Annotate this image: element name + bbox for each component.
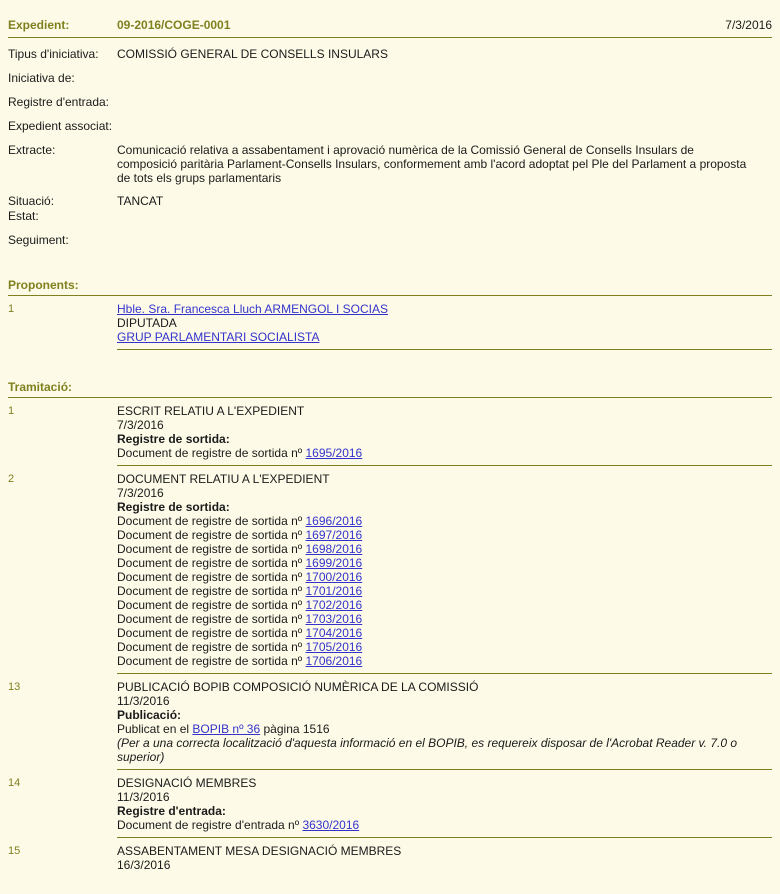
- tramitacio-row: [0, 776, 780, 832]
- tramitacio-divider: [8, 397, 772, 398]
- tramitacio-date: 7/3/2016: [117, 486, 164, 500]
- proponent-body: [117, 302, 772, 344]
- tramitacio-registre-label: Registre de sortida:: [117, 500, 230, 514]
- expedient-date: 7/3/2016: [725, 18, 772, 32]
- tramitacio-body: [117, 844, 772, 872]
- tramitacio-row: [0, 404, 780, 460]
- field-iniciativa-de: [0, 71, 780, 86]
- tramitacio-doc-prefix: Document de registre de sortida nº: [117, 626, 303, 640]
- proponent-name-line: [117, 302, 388, 316]
- tramitacio-row-divider: [117, 673, 772, 674]
- field-registre-entrada: [0, 95, 780, 110]
- tramitacio-doc-link[interactable]: 3630/2016: [302, 818, 360, 832]
- tramitacio-doc-prefix: Document de registre de sortida nº: [117, 584, 303, 598]
- tramitacio-doc-link[interactable]: 1702/2016: [305, 598, 363, 612]
- field-value: COMISSIÓ GENERAL DE CONSELLS INSULARS: [117, 47, 388, 61]
- proponents-divider: [8, 295, 772, 296]
- tramitacio-date: 11/3/2016: [117, 790, 170, 804]
- tramitacio-date: 16/3/2016: [117, 858, 171, 872]
- tramitacio-row-divider: [117, 465, 772, 466]
- tramitacio-row-divider: [117, 769, 772, 770]
- tramitacio-doc-prefix: Document de registre d'entrada nº: [117, 818, 300, 832]
- publication-suffix: pàgina 1516: [263, 722, 330, 736]
- tramitacio-publicacio-label: Publicació:: [117, 708, 182, 722]
- field-estat: [0, 209, 780, 224]
- tramitacio-doc-line: [117, 818, 764, 832]
- field-label: Iniciativa de:: [8, 71, 75, 85]
- tramitacio-doc-link[interactable]: 1703/2016: [305, 612, 363, 626]
- expedient-header: [0, 18, 780, 37]
- tramitacio-doc-prefix: Document de registre de sortida nº: [117, 556, 303, 570]
- tramitacio-doc-prefix: Document de registre de sortida nº: [117, 528, 303, 542]
- tramitacio-date: 11/3/2016: [117, 694, 170, 708]
- tramitacio-publication-line: [117, 722, 764, 736]
- field-extracte: [0, 143, 780, 185]
- field-label: Extracte:: [8, 143, 56, 157]
- tramitacio-doc-link[interactable]: 1706/2016: [305, 654, 363, 668]
- tramitacio-number: 1: [8, 405, 15, 417]
- tramitacio-doc-line: [117, 584, 764, 598]
- publication-prefix: Publicat en el: [117, 722, 190, 736]
- tramitacio-doc-line: [117, 640, 764, 654]
- tramitacio-row: [0, 472, 780, 668]
- header-divider: [8, 37, 772, 38]
- tramitacio-title: DESIGNACIÓ MEMBRES: [117, 776, 257, 790]
- tramitacio-doc-link[interactable]: 1695/2016: [305, 446, 363, 460]
- field-label: Tipus d'iniciativa:: [8, 47, 99, 61]
- tramitacio-doc-prefix: Document de registre de sortida nº: [117, 598, 303, 612]
- tramitacio-doc-prefix: Document de registre de sortida nº: [117, 612, 303, 626]
- field-label: Situació:: [8, 194, 55, 208]
- tramitacio-row-divider: [117, 837, 772, 838]
- tramitacio-doc-line: [117, 528, 764, 542]
- tramitacio-registre-label: Registre d'entrada:: [117, 804, 226, 818]
- tramitacio-number: 15: [8, 845, 21, 857]
- tramitacio-doc-prefix: Document de registre de sortida nº: [117, 514, 303, 528]
- tramitacio-doc-line: [117, 446, 764, 460]
- tramitacio-doc-prefix: Document de registre de sortida nº: [117, 640, 303, 654]
- tramitacio-doc-prefix: Document de registre de sortida nº: [117, 654, 303, 668]
- tramitacio-doc-link[interactable]: 1698/2016: [305, 542, 363, 556]
- expedient-page: [0, 18, 780, 872]
- tramitacio-title: ASSABENTAMENT MESA DESIGNACIÓ MEMBRES: [117, 844, 402, 858]
- tramitacio-registre-label: Registre de sortida:: [117, 432, 230, 446]
- tramitacio-body: [117, 404, 772, 460]
- tramitacio-title: ESCRIT RELATIU A L'EXPEDIENT: [117, 404, 305, 418]
- tramitacio-number: 13: [8, 681, 21, 693]
- field-tipus-iniciativa: [0, 47, 780, 62]
- tramitacio-row: [0, 680, 780, 764]
- field-value: Comunicació relativa a assabentament i aprovació numèrica de la Comissió General de Consells Insulars de composició paritària Parlament-Consells Insulars, conformement amb l'acord adoptat pel Ple del Parlament a proposta de tots els grups parlamentaris: [117, 143, 747, 185]
- proponent-group-line: [117, 330, 320, 344]
- expedient-label: Expedient:: [8, 18, 70, 32]
- tramitacio-doc-line: [117, 654, 764, 668]
- tramitacio-row: [0, 844, 780, 872]
- proponent-role: DIPUTADA: [117, 316, 177, 330]
- tramitacio-doc-link[interactable]: 1701/2016: [305, 584, 363, 598]
- tramitacio-doc-link[interactable]: 1704/2016: [305, 626, 363, 640]
- tramitacio-title: DOCUMENT RELATIU A L'EXPEDIENT: [117, 472, 330, 486]
- tramitacio-doc-link[interactable]: 1696/2016: [305, 514, 363, 528]
- field-label: Seguiment:: [8, 233, 69, 247]
- bopib-link[interactable]: BOPIB nº 36: [192, 722, 261, 736]
- tramitacio-doc-prefix: Document de registre de sortida nº: [117, 446, 303, 460]
- tramitacio-heading: Tramitació:: [8, 380, 73, 394]
- proponents-heading: Proponents:: [8, 278, 79, 292]
- proponent-name-link[interactable]: Hble. Sra. Francesca Lluch ARMENGOL I SOCIAS: [117, 302, 388, 316]
- tramitacio-doc-link[interactable]: 1697/2016: [305, 528, 363, 542]
- tramitacio-doc-line: [117, 542, 764, 556]
- tramitacio-doc-link[interactable]: 1705/2016: [305, 640, 363, 654]
- tramitacio-doc-line: [117, 598, 764, 612]
- tramitacio-number: 2: [8, 473, 15, 485]
- tramitacio-doc-line: [117, 626, 764, 640]
- tramitacio-doc-link[interactable]: 1700/2016: [305, 570, 363, 584]
- field-label: Estat:: [8, 209, 39, 223]
- tramitacio-doc-line: [117, 556, 764, 570]
- tramitacio-body: [117, 776, 772, 832]
- tramitacio-note: (Per a una correcta localització d'aquesta informació en el BOPIB, es requereix disposar de l'Acrobat Reader v. 7.0 o superior): [117, 736, 738, 764]
- tramitacio-doc-line: [117, 612, 764, 626]
- field-expedient-associat: [0, 119, 780, 134]
- tramitacio-date: 7/3/2016: [117, 418, 164, 432]
- tramitacio-doc-prefix: Document de registre de sortida nº: [117, 542, 303, 556]
- expedient-number: 09-2016/COGE-0001: [117, 18, 231, 32]
- tramitacio-number: 14: [8, 777, 21, 789]
- field-label: Expedient associat:: [8, 119, 113, 133]
- proponent-group-link[interactable]: GRUP PARLAMENTARI SOCIALISTA: [117, 330, 320, 344]
- tramitacio-doc-line: [117, 570, 764, 584]
- field-value: TANCAT: [117, 194, 164, 208]
- field-label: Registre d'entrada:: [8, 95, 110, 109]
- field-seguiment: [0, 233, 780, 248]
- tramitacio-body: [117, 680, 772, 764]
- proponent-row-divider: [117, 349, 772, 350]
- tramitacio-title: PUBLICACIÓ BOPIB COMPOSICIÓ NUMÈRICA DE LA COMISSIÓ: [117, 680, 479, 694]
- proponent-row: [0, 302, 780, 344]
- tramitacio-doc-prefix: Document de registre de sortida nº: [117, 570, 303, 584]
- proponent-number: 1: [8, 303, 15, 315]
- tramitacio-body: [117, 472, 772, 668]
- tramitacio-doc-link[interactable]: 1699/2016: [305, 556, 363, 570]
- field-situacio: [0, 194, 780, 209]
- tramitacio-doc-line: [117, 514, 764, 528]
